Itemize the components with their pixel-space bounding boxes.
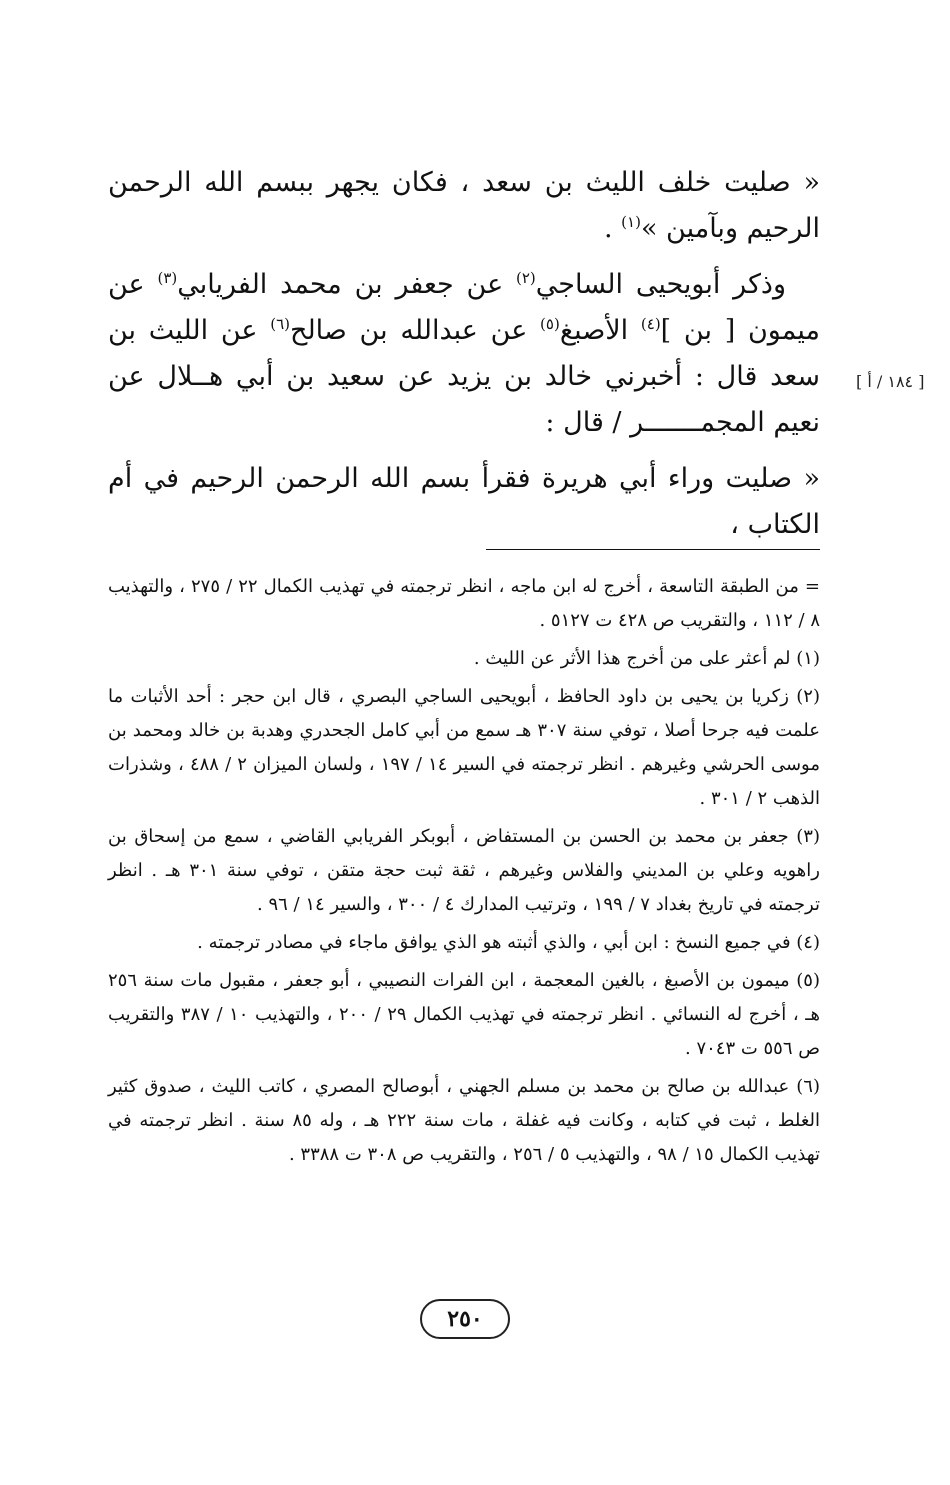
footnote-continuation: = من الطبقة التاسعة ، أخرج له ابن ماجه ، انظر ترجمته في تهذيب الكمال ٢٢ / ٢٧٥ ، والتهذيب ٨ / ١١٢ ، والتقريب ص ٤٢٨ ت ٥١٢٧ . <box>108 576 820 631</box>
footnote-separator <box>486 549 820 550</box>
footnote-1: (١) لم أعثر على من أخرج هذا الأثر عن الليث . <box>473 648 820 669</box>
main-paragraph-3: « صليت وراء أبي هريرة فقرأ بسم الله الرحمن الرحيم في أم الكتاب ، <box>108 463 820 540</box>
margin-folio-reference: [ ١٨٤ / أ ] <box>856 372 925 391</box>
main-p1-text: « صليت خلف الليث بن سعد ، فكان يجهر ببسم الله الرحمن الرحيم وبآمين » <box>108 167 820 244</box>
footnote-5: (٥) ميمون بن الأصبغ ، بالغين المعجمة ، ابن الفرات النصيبي ، أبو جعفر ، مقبول مات سنة ٢٥٦ هـ ، أخرج له النسائي . انظر ترجمته في تهذيب الكمال ٢٩ / ٢٠٠ ، والتهذيب ١٠ / ٣٨٧ والتقريب ص ٥٥٦ ت ٧٠٤٣ . <box>108 970 820 1059</box>
main-paragraph-2 <box>108 262 820 446</box>
main-p2-e: عن عبدالله بن صالح <box>290 315 541 346</box>
footnotes <box>108 570 820 1176</box>
footnote-6: (٦) عبدالله بن صالح بن محمد بن مسلم الجهني ، أبوصالح المصري ، كاتب الليث ، صدوق كثير الغلط ، ثبت في كتابه ، وكانت فيه غفلة ، مات سنة ٢٢٢ هـ ، وله ٨٥ سنة . انظر ترجمته في تهذيب الكمال ١٥ / ٩٨ ، والتهذيب ٥ / ٢٥٦ ، والتقريب ص ٣٠٨ ت ٣٣٨٨ . <box>108 1076 821 1165</box>
main-paragraph-1 <box>108 160 820 252</box>
main-p2-f: عن الليث بن سعد قال : أخبرني خالد بن يزيد عن سعيد بن أبي هــلال عن نعيم المجمـــــــر / قال : <box>108 315 820 438</box>
footnote-2: (٢) زكريا بن يحيى بن داود الحافظ ، أبويحيى الساجي البصري ، قال ابن حجر : أحد الأثبات ما علمت فيه جرحا أصلا ، توفي سنة ٣٠٧ هـ سمع من أبي كامل الجحدري وهدبة بن خالد ومحمد بن موسى الحرشي وغيرهم . انظر ترجمته في السير ١٤ / ١٩٧ ، ولسان الميزان ٢ / ٤٨٨ ، وشذرات الذهب ٢ / ٣٠١ . <box>108 686 820 809</box>
footnote-4: (٤) في جميع النسخ : ابن أبي ، والذي أثبته هو الذي يوافق ماجاء في مصادر ترجمته . <box>197 932 820 953</box>
main-text <box>108 160 820 558</box>
main-p2-b: عن جعفر بن محمد الفريابي <box>177 269 516 300</box>
footnote-ref-3: (٣) <box>157 269 178 287</box>
footnote-ref-5: (٥) <box>540 315 560 333</box>
footnote-ref-6: (٦) <box>270 315 291 333</box>
footnote-ref-1: (١) <box>621 213 641 231</box>
footnote-ref-2: (٢) <box>516 269 536 287</box>
main-p1-end: . <box>603 213 622 244</box>
main-p2-a: وذكر أبويحيى الساجي <box>535 269 786 300</box>
main-p2-d: الأصبغ <box>559 315 641 346</box>
footnote-3: (٣) جعفر بن محمد بن الحسن بن المستفاض ، أبوبكر الفريابي القاضي ، سمع من إسحاق بن راهويه وعلي بن المديني والفلاس وغيرهم ، ثقة ثبت حجة متقن ، توفي سنة ٣٠١ هـ . انظر ترجمته في تاريخ بغداد ٧ / ١٩٩ ، وترتيب المدارك ٤ / ٣٠٠ ، والسير ١٤ / ٩٦ . <box>108 826 820 915</box>
page-number: ٢٥٠ <box>420 1299 510 1339</box>
footnote-ref-4: (٤) <box>640 315 661 333</box>
main-p2-c: عن ميمون [ بن ] <box>108 269 820 346</box>
